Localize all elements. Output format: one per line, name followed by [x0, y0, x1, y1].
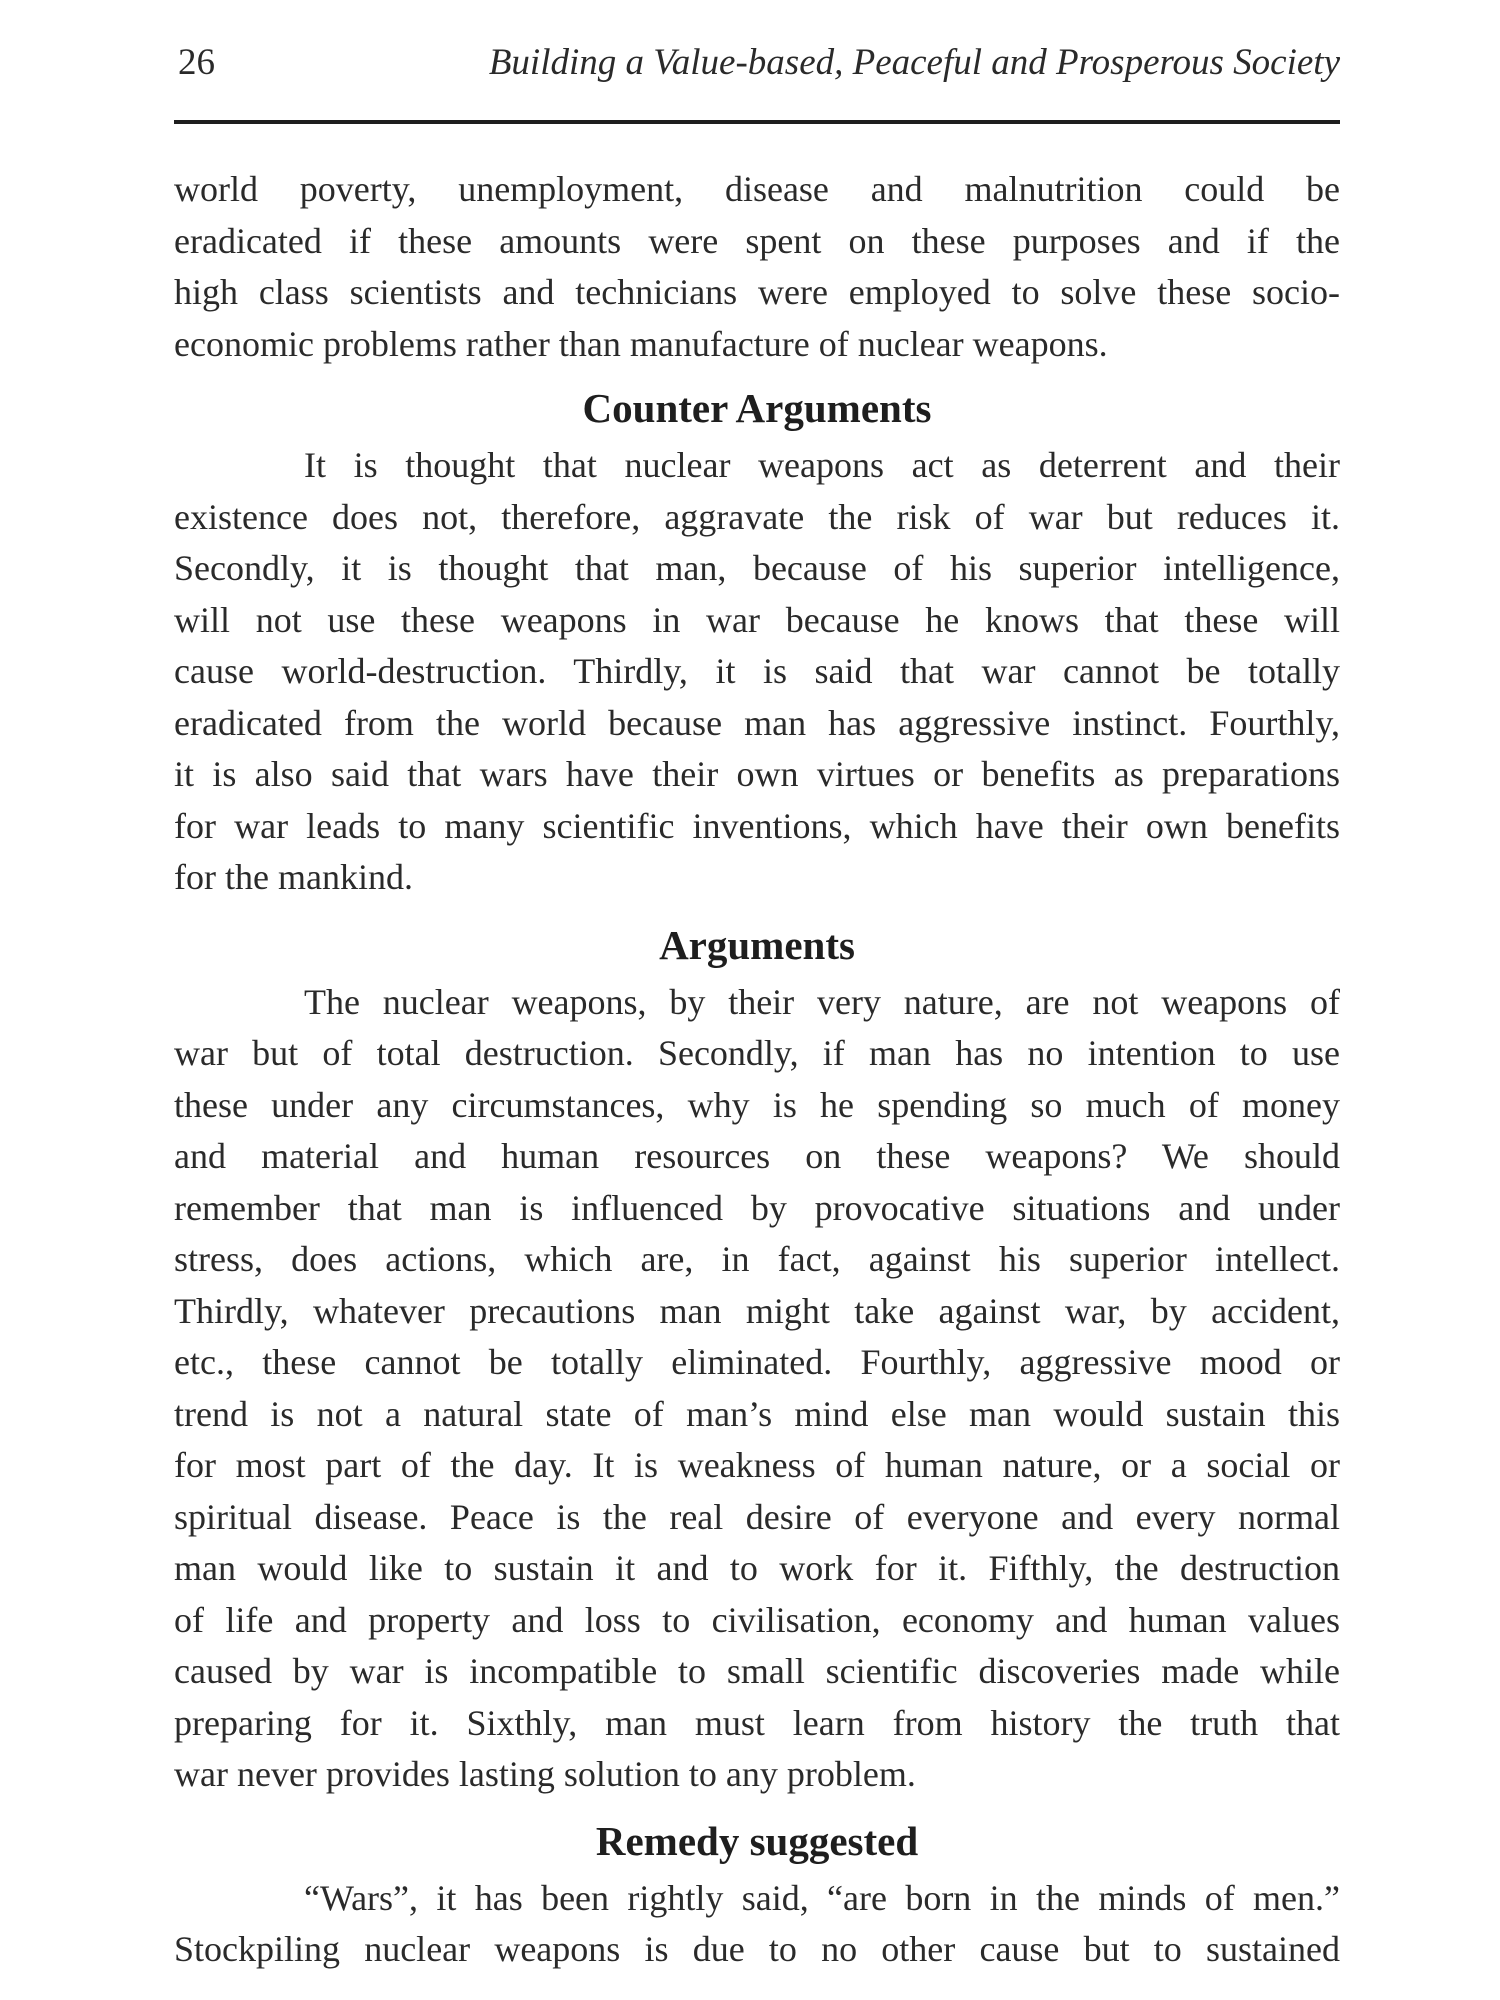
text-line: preparing for it. Sixthly, man must learn from history the truth that	[174, 1702, 1340, 1743]
text-line: war never provides lasting solution to any problem.	[174, 1754, 916, 1794]
text-line: etc., these cannot be totally eliminated. Fourthly, aggressive mood or	[174, 1342, 1340, 1382]
header-rule	[174, 120, 1340, 124]
text-line: eradicated from the world because man has aggressive instinct. Fourthly,	[174, 702, 1340, 743]
text-line: existence does not, therefore, aggravate the risk of war but reduces it.	[174, 496, 1340, 537]
text-line: war but of total destruction. Secondly, if man has no intention to use	[174, 1033, 1340, 1073]
text-line: world poverty, unemployment, disease and malnutrition could be	[174, 169, 1340, 209]
counter-arguments-paragraph	[174, 440, 1340, 904]
text-line: spiritual disease. Peace is the real desire of everyone and every normal	[174, 1496, 1340, 1537]
text-line: The nuclear weapons, by their very nature, are not weapons of	[304, 981, 1340, 1022]
text-line: economic problems rather than manufacture of nuclear weapons.	[174, 323, 1108, 364]
text-line: Secondly, it is thought that man, because of his superior intelligence,	[174, 548, 1340, 588]
text-line: of life and property and loss to civilisation, economy and human values	[174, 1599, 1340, 1640]
page-number: 26	[178, 42, 215, 83]
text-line: for most part of the day. It is weakness of human nature, or a social or	[174, 1445, 1340, 1485]
section-heading-arguments: Arguments	[659, 921, 855, 968]
remedy-paragraph	[174, 1873, 1340, 1976]
book-page	[174, 34, 1340, 1976]
text-line: stress, does actions, which are, in fact, against his superior intellect.	[174, 1239, 1340, 1279]
text-line: for the mankind.	[174, 857, 413, 897]
section-heading-remedy-suggested: Remedy suggested	[595, 1817, 919, 1864]
text-line: trend is not a natural state of man’s mind else man would sustain this	[174, 1393, 1340, 1434]
text-line: Thirdly, whatever precautions man might take against war, by accident,	[174, 1290, 1340, 1331]
running-title: Building a Value-based, Peaceful and Prosperous Society	[488, 42, 1340, 83]
text-line: it is also said that wars have their own virtues or benefits as preparations	[174, 754, 1340, 794]
text-line: will not use these weapons in war because he knows that these will	[174, 599, 1340, 640]
text-line: cause world-destruction. Thirdly, it is said that war cannot be totally	[174, 651, 1340, 691]
page-body	[174, 164, 1340, 1976]
running-head	[174, 34, 1340, 92]
text-line: remember that man is influenced by provocative situations and under	[174, 1187, 1340, 1228]
text-line: these under any circumstances, why is he spending so much of money	[174, 1084, 1340, 1125]
text-line: eradicated if these amounts were spent on these purposes and if the	[174, 220, 1340, 261]
text-line: and material and human resources on these weapons? We should	[174, 1136, 1340, 1176]
intro-paragraph	[174, 164, 1340, 370]
text-line: man would like to sustain it and to work for it. Fifthly, the destruction	[174, 1548, 1340, 1588]
text-line: high class scientists and technicians were employed to solve these socio-	[174, 272, 1340, 312]
text-line: caused by war is incompatible to small scientific discoveries made while	[174, 1651, 1340, 1691]
section-heading-counter-arguments: Counter Arguments	[582, 385, 932, 431]
text-line: “Wars”, it has been rightly said, “are born in the minds of men.”	[304, 1877, 1340, 1918]
text-line: for war leads to many scientific inventions, which have their own benefits	[174, 805, 1340, 846]
arguments-paragraph	[174, 977, 1340, 1801]
text-line: Stockpiling nuclear weapons is due to no other cause but to sustained	[174, 1929, 1340, 1969]
text-line: It is thought that nuclear weapons act as deterrent and their	[304, 445, 1340, 485]
